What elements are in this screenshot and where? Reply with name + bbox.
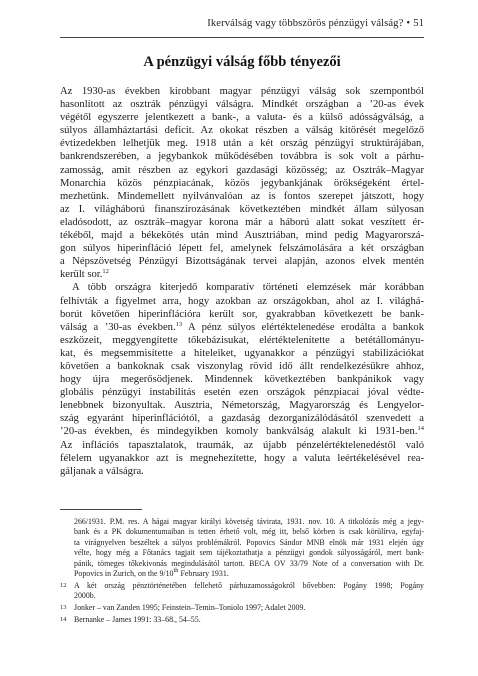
line-text: A két ország pénztörténetében fellehető párhuzamosságokról bővebben: Pogány 1998; Pogány: [74, 580, 424, 590]
running-head-title: Ikerválság vagy többszörös pénzügyi válság?: [207, 18, 404, 29]
footnote-line: [74, 538, 424, 548]
text-line: [60, 334, 424, 347]
footnote-reference[interactable]: 12: [102, 268, 109, 276]
footnote-reference[interactable]: 13: [175, 320, 183, 328]
line-text: ta virágnyelven beszéltek a súlyos problémákról. Popovics Sándor MNB elnök már 1931 elején úgy: [74, 537, 424, 547]
line-text: eladósodott, az osztrák–magyar korona már a háború alatt sokat veszített ér-: [60, 216, 424, 228]
text-line: [60, 164, 424, 177]
text-line: [60, 439, 424, 452]
line-text: végétől egyszerre jelentkezett a bank-, a valuta- és a külső adósságválság, a: [60, 112, 424, 124]
text-line: [60, 216, 424, 229]
line-text: bank és a PK dokumentumaiban is tetten érhető volt, még itt, belső körben is csak körülírva, egyfaj-: [74, 527, 424, 537]
text-line: [60, 425, 424, 438]
running-head-separator: •: [406, 18, 411, 29]
line-text: félelem ugyanakkor azt is megnehezítette, hogy a valuta leértékelésével rea-: [60, 452, 424, 464]
footnote-line: [74, 581, 424, 591]
line-text: pánik, tömeges tőkekivonás megindulásától tartott. BECA OV 33/79 Note of a conversation with Dr.: [74, 558, 424, 568]
footnote-line: [74, 527, 424, 537]
line-text: February 1931.: [178, 569, 229, 579]
line-text: eszközeit, meggyengítette tőkebázisukat, elértéktelenítette a betétállományu-: [60, 334, 424, 346]
text-line: [60, 281, 424, 294]
line-text: Bernanke – James 1991: 33–68., 54–55.: [74, 614, 201, 624]
line-text: válság a ’30-as években.: [60, 321, 176, 333]
line-text: hogy újra megerősödjenek. Mindennek következtében bankpánikok vagy: [60, 374, 424, 386]
footnote: [60, 615, 424, 626]
text-line: [60, 177, 424, 190]
text-line: [60, 124, 424, 137]
footnote-number: [60, 517, 74, 579]
line-text: tékéből, majd a békekötés után mind Ausztriában, mind pedig Magyarorszá-: [60, 230, 424, 242]
line-text: bankrendszerében, a jegybankok működésében továbbra is sok volt a párhu-: [60, 151, 424, 163]
text-line: [60, 321, 424, 334]
line-text: szág egyaránt hiperinflációtól, a gazdaság dezorganizálódásától szenvedett a: [60, 413, 424, 425]
line-text: lenebbnek bizonyultak. Ausztria, Németország, Magyarország és Lengyelor-: [60, 400, 424, 412]
text-line: [60, 360, 424, 373]
line-text: A több országra kiterjedő komparatív történeti elemzések már korábban: [72, 282, 424, 294]
line-text: követően a bankoknak csak viszonylag rövid idő állt rendelkezésükre ahhoz,: [60, 360, 424, 372]
footnote-line: [74, 603, 424, 613]
line-text: Az 1930-as években kirobbant magyar pénzügyi válság sok szempontból: [60, 86, 424, 97]
line-text: felhívták a figyelmet arra, hogy azokban az országokban, ahol az I. világhá-: [60, 295, 424, 307]
text-line: [60, 85, 424, 98]
footnote-text: [74, 581, 424, 602]
footnote: [60, 603, 424, 614]
section-title: A pénzügyi válság főbb tényezői: [143, 54, 341, 70]
text-line: [60, 203, 424, 216]
footnotes: [60, 517, 424, 627]
line-text: mezhetünk. Mindemellett nyilvánvalóan az is fontos szerepet játszott, hogy: [60, 190, 424, 202]
text-line: [60, 386, 424, 399]
line-text: Jonker – van Zanden 1995; Feinstein–Temin–Toniolo 1997; Adalet 2009.: [74, 602, 306, 612]
text-line: [60, 399, 424, 412]
footnote-line: [74, 615, 424, 625]
line-text: 266/1931. P.M. res. A hágai magyar királyi követség távirata, 1931. nov. 10. A titkolózás még a jegy-: [74, 517, 424, 526]
line-text: Monarchia közös pénzpiacának, közös jegybankjának örökségeként értel-: [60, 177, 424, 189]
footnote-reference[interactable]: 14: [417, 425, 424, 433]
footnote: [60, 581, 424, 602]
text-line: [60, 229, 424, 242]
footnote-number: 13: [60, 604, 67, 612]
footnote-line: [74, 548, 424, 558]
text-line: [60, 465, 424, 478]
body-text: [60, 85, 424, 478]
footnote-line: [74, 569, 424, 579]
footnote-number: 14: [60, 616, 67, 624]
line-text: évtizedekben lelhetjük meg. 1918 után a két ország pénzügyi struktúrájában,: [60, 138, 424, 150]
line-text: került sor.: [60, 269, 103, 281]
page-number: 51: [413, 18, 424, 29]
text-line: [60, 150, 424, 163]
line-text: A pénz súlyos elértéktelenedése erodálta a bankok: [182, 321, 424, 333]
footnote-number: 12: [60, 582, 67, 590]
line-text: az I. világháború finanszírozásának következtében mindkét állam súlyosan: [60, 203, 424, 215]
line-text: gon súlyos hiperinfláció lépett fel, amelynek felszámolására a két országban: [60, 243, 424, 255]
line-text: gáljanak a válságra.: [60, 465, 144, 477]
footnote-line: [74, 517, 424, 527]
text-line: [60, 255, 424, 268]
text-line: [60, 412, 424, 425]
text-line: [60, 98, 424, 111]
line-text: globális pénzügyi instabilitás esetén ezen országok pénzpiacai jóval védte-: [60, 387, 424, 399]
running-head: [60, 18, 424, 29]
line-text: ’20-as években, és mindegyikben komoly bankválság alakult ki 1931-ben.: [60, 426, 418, 438]
footnote-rule: [60, 509, 142, 510]
line-text: súlyos államháztartási deficit. Az okokat részben a válság kitörését megelőző: [60, 125, 424, 137]
line-text: a Népszövetség Pénzügyi Bizottságának tervei alapján, azonos elvek mentén: [60, 256, 424, 268]
line-text: zamosság, amit részben az egykori gazdasági közösség; az Osztrák–Magyar: [60, 164, 424, 176]
footnote-text: [74, 615, 424, 626]
line-text: Az inflációs tapasztalatok, traumák, az újabb pénzelértéktelenedéstől való: [60, 439, 424, 451]
text-line: [60, 295, 424, 308]
footnote-line: [74, 559, 424, 569]
line-text: vélte, hogy még a Főtanács tagjait sem tájékoztathatja a pénzügyi gondok súlyosságáról, mert bank-: [74, 548, 424, 558]
paragraph: [60, 281, 424, 477]
text-line: [60, 347, 424, 360]
text-line: [60, 111, 424, 124]
paragraph: [60, 85, 424, 281]
header-rule: [60, 37, 424, 38]
ordinal-superscript: th: [173, 567, 179, 575]
footnote-text: [74, 603, 424, 614]
text-line: [60, 308, 424, 321]
text-line: [60, 137, 424, 150]
line-text: borút követően hiperinflációra került sor, gyakrabban következett be bank-: [60, 308, 424, 320]
line-text: Popovics in Zurich, on the 9/10: [74, 569, 174, 579]
text-line: [60, 373, 424, 386]
line-text: kat, és megsemmisítette a hiteleiket, ugyanakkor a pénzügyi stabilizációkat: [60, 347, 424, 359]
text-line: [60, 452, 424, 465]
footnote: [60, 517, 424, 579]
line-text: 2000b.: [74, 591, 96, 601]
text-line: [60, 268, 424, 281]
footnote-text: [74, 517, 424, 579]
text-line: [60, 242, 424, 255]
text-line: [60, 190, 424, 203]
line-text: hasonlított az osztrák pénzügyi válságra. Mindkét országban a ’20-as évek: [60, 99, 424, 111]
footnote-line: [74, 591, 424, 601]
